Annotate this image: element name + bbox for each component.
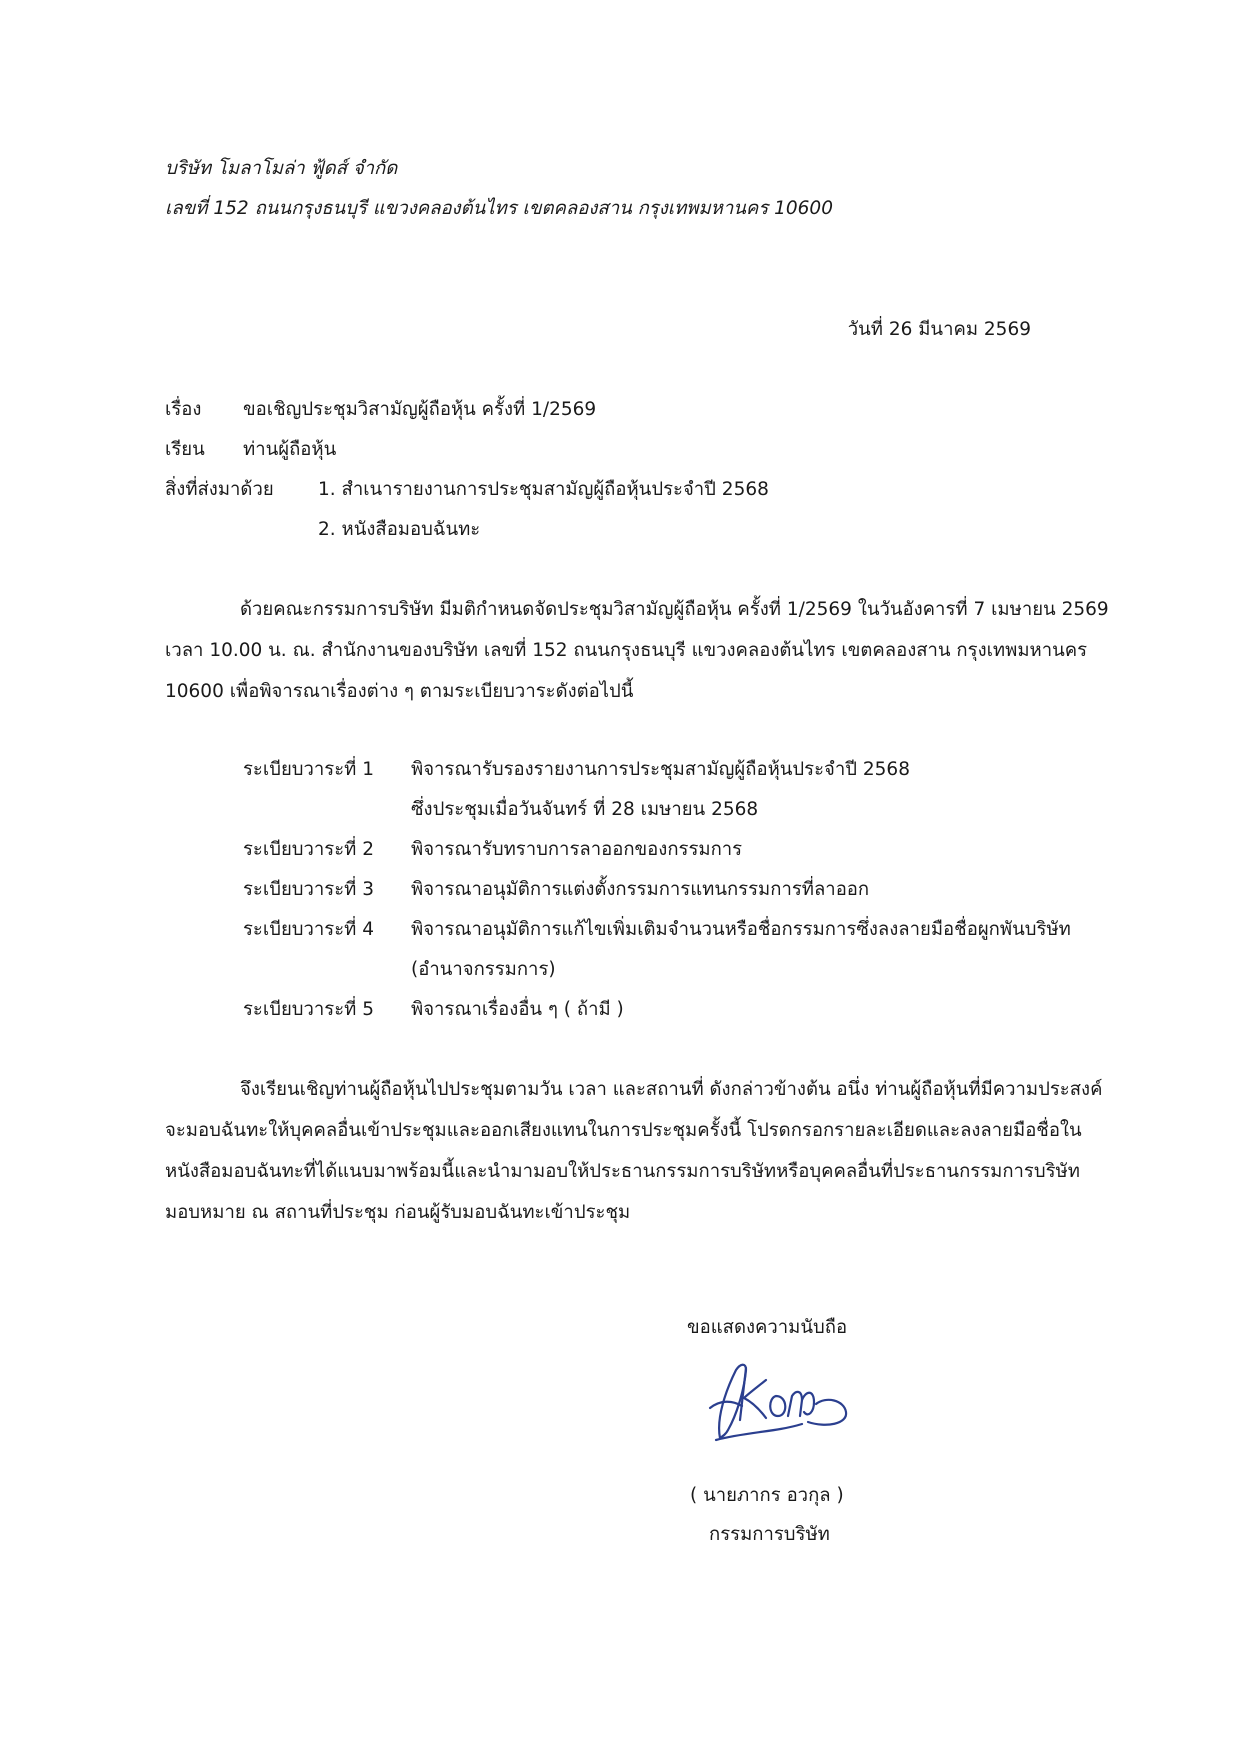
signatory-name: ( นายภากร อวกุล ): [690, 1485, 844, 1506]
invitation-line: จะมอบฉันทะให้บุคคลอื่นเข้าประชุมและออกเสียงแทนในการประชุมครั้งนี้ โปรดกรอกรายละเอียดและลงลายมือชื่อใน: [165, 1120, 1082, 1141]
agenda-label: ระเบียบวาระที่ 1: [243, 759, 375, 780]
signatory-title: กรรมการบริษัท: [709, 1524, 830, 1545]
agenda-text: (อำนาจกรรมการ): [411, 959, 556, 980]
subject-value: ขอเชิญประชุมวิสามัญผู้ถือหุ้น ครั้งที่ 1/2569: [243, 399, 597, 420]
agenda-text: พิจารณารับรองรายงานการประชุมสามัญผู้ถือหุ้นประจำปี 2568: [411, 759, 910, 780]
recipient-label: เรียน: [165, 439, 205, 460]
invitation-paragraph: [165, 1069, 1125, 1233]
agenda-text: พิจารณารับทราบการลาออกของกรรมการ: [411, 839, 743, 860]
agenda-label: ระเบียบวาระที่ 5: [243, 999, 375, 1020]
agenda-text: พิจารณาเรื่องอื่น ๆ ( ถ้ามี ): [411, 999, 624, 1020]
invitation-line: จึงเรียนเชิญท่านผู้ถือหุ้นไปประชุมตามวัน เวลา และสถานที่ ดังกล่าวข้างต้น อนึ่ง ท่านผู้ถือหุ้นที่มีความประสงค์: [240, 1079, 1103, 1100]
signature: [676, 1320, 876, 1470]
agenda-label: ระเบียบวาระที่ 2: [243, 839, 375, 860]
signature-drawing: [676, 1320, 876, 1470]
enclosure-item: 2. หนังสือมอบฉันทะ: [318, 519, 481, 540]
intro-line: เวลา 10.00 น. ณ. สำนักงานของบริษัท เลขที่ 152 ถนนกรุงธนบุรี แขวงคลองต้นไทร เขตคลองสาน กรุงเทพมหานคร: [165, 640, 1088, 661]
letter-date: วันที่ 26 มีนาคม 2569: [847, 319, 1031, 340]
enclosure-item: 1. สำเนารายงานการประชุมสามัญผู้ถือหุ้นประจำปี 2568: [318, 479, 769, 500]
intro-line: ด้วยคณะกรรมการบริษัท มีมติกำหนดจัดประชุมวิสามัญผู้ถือหุ้น ครั้งที่ 1/2569 ในวันอังคารที่ 7 เมษายน 2569: [240, 599, 1109, 620]
agenda-text: พิจารณาอนุมัติการแก้ไขเพิ่มเติมจำนวนหรือชื่อกรรมการซึ่งลงลายมือชื่อผูกพันบริษัท: [411, 919, 1071, 940]
company-address: เลขที่ 152 ถนนกรุงธนบุรี แขวงคลองต้นไทร เขตคลองสาน กรุงเทพมหานคร 10600: [165, 198, 833, 219]
subject-label: เรื่อง: [165, 399, 202, 420]
enclosures-label: สิ่งที่ส่งมาด้วย: [165, 479, 274, 500]
agenda-text: พิจารณาอนุมัติการแต่งตั้งกรรมการแทนกรรมการที่ลาออก: [411, 879, 870, 900]
recipient-value: ท่านผู้ถือหุ้น: [243, 439, 337, 460]
closing-salutation: ขอแสดงความนับถือ: [687, 1317, 848, 1338]
invitation-line: หนังสือมอบฉันทะที่ได้แนบมาพร้อมนี้และนำมามอบให้ประธานกรรมการบริษัทหรือบุคคลอื่นที่ประธานกรรมการบริษัท: [165, 1161, 1080, 1182]
agenda-label: ระเบียบวาระที่ 3: [243, 879, 375, 900]
invitation-line: มอบหมาย ณ สถานที่ประชุม ก่อนผู้รับมอบฉันทะเข้าประชุม: [165, 1202, 631, 1223]
agenda-text: ซึ่งประชุมเมื่อวันจันทร์ ที่ 28 เมษายน 2568: [411, 799, 759, 820]
intro-line: 10600 เพื่อพิจารณาเรื่องต่าง ๆ ตามระเบียบวาระดังต่อไปนี้: [165, 681, 634, 702]
intro-paragraph: [165, 589, 1125, 712]
agenda-label: ระเบียบวาระที่ 4: [243, 919, 375, 940]
company-name: บริษัท โมลาโมล่า ฟู้ดส์ จำกัด: [165, 158, 398, 179]
